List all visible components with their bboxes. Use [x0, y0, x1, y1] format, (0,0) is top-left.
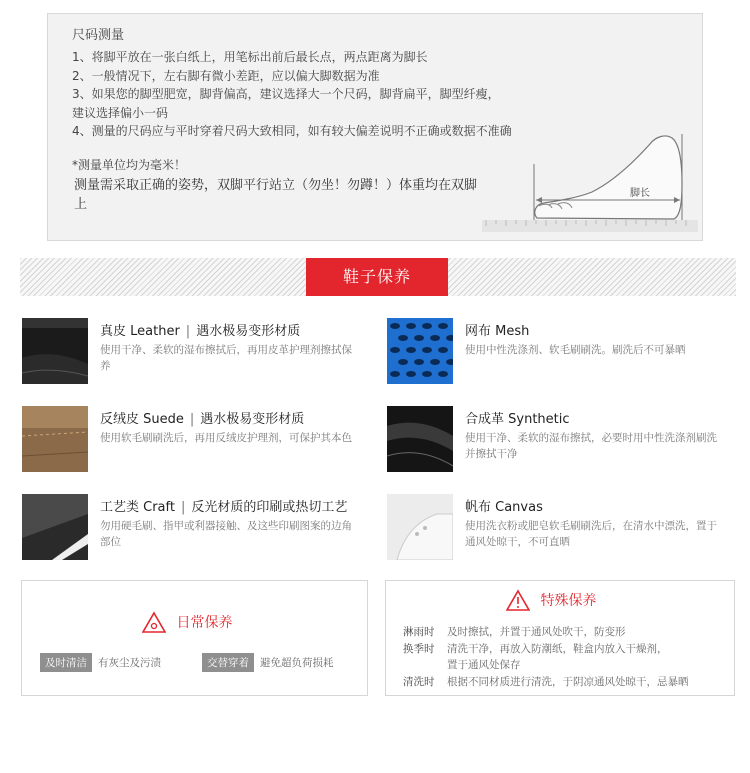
special-row: 淋雨时 及时擦拭，并置于通风处吹干，防变形 — [403, 626, 626, 638]
special-row: 换季时 清洗干净，再放入防潮纸，鞋盒内放入干燥剂， — [403, 643, 668, 655]
material-name: 反绒皮 Suede | 遇水极易变形材质 — [100, 412, 305, 427]
craft-image — [22, 494, 88, 560]
daily-item: 及时清洁 有灰尘及污渍 — [40, 651, 161, 672]
synthetic-image — [387, 406, 453, 472]
material-desc: 勿用硬毛刷、指甲或利器接触、及这些印刷图案的边角部位 — [100, 520, 352, 548]
material-desc: 使用干净、柔软的湿布擦拭，必要时用中性洗涤剂刷洗并擦拭干净 — [465, 432, 717, 460]
material-desc: 使用洗衣粉或肥皂软毛刷刷洗后，在清水中漂洗，置于通风处晾干，不可直晒 — [465, 520, 717, 548]
material-item-suede — [22, 406, 362, 476]
mesh-image — [387, 318, 453, 384]
leather-image — [22, 318, 88, 384]
material-item-synthetic — [387, 406, 727, 476]
material-name: 网布 Mesh — [465, 324, 530, 339]
material-item-craft — [22, 494, 362, 564]
measurement-title: 尺码测量 — [72, 28, 125, 43]
special-row: 清洗时 根据不同材质进行清洗，于阴凉通风处晾干，忌暴晒 — [403, 676, 689, 688]
material-name: 真皮 Leather | 遇水极易变形材质 — [100, 324, 301, 339]
daily-care-header: 日常保养 — [142, 611, 232, 633]
warning-icon — [142, 611, 166, 633]
special-row: 置于通风处保存 — [447, 659, 521, 671]
instruction-line: 2、一般情况下，左右脚有微小差距，应以偏大脚数据为准 — [72, 68, 380, 83]
daily-tag: 交替穿着 — [202, 653, 254, 672]
material-item-leather — [22, 318, 362, 388]
daily-tag: 及时清洁 — [40, 653, 92, 672]
instruction-line: 建议选择偏小一码 — [72, 105, 169, 120]
instruction-line: 1、将脚平放在一张白纸上，用笔标出前后最长点，两点距离为脚长 — [72, 50, 428, 64]
daily-item: 交替穿着 避免超负荷损耗 — [202, 651, 334, 672]
material-desc: 使用中性洗涤剂、软毛刷刷洗。刷洗后不可暴晒 — [465, 344, 686, 356]
material-desc: 使用干净、柔软的湿布擦拭后，再用皮革护理剂擦拭保养 — [100, 344, 352, 372]
instruction-line: 3、如果您的脚型肥宽，脚背偏高，建议选择大一个尺码，脚背扁平，脚型纤瘦， — [72, 87, 500, 101]
canvas-image — [387, 494, 453, 560]
instruction-line: 4、测量的尺码应与平时穿着尺码大致相同，如有较大偏差说明不正确或数据不准确 — [72, 124, 512, 138]
special-care-box — [385, 580, 735, 696]
material-item-canvas — [387, 494, 727, 564]
posture-note: 测量需采取正确的姿势，双脚平行站立（勿坐！勿蹲！）体重均在双脚上 — [74, 178, 478, 212]
material-name: 帆布 Canvas — [465, 500, 543, 515]
material-name: 工艺类 Craft | 反光材质的印刷或热切工艺 — [100, 500, 348, 515]
unit-note: *测量单位均为毫米！ — [72, 158, 187, 172]
material-item-mesh — [387, 318, 727, 388]
shoe-care-banner — [20, 258, 736, 296]
size-measurement-panel — [47, 13, 703, 241]
banner-title: 鞋子保养 — [306, 258, 448, 296]
special-care-header: 特殊保养 — [506, 589, 596, 611]
foot-length-label: 脚长 — [630, 188, 650, 199]
daily-care-box — [21, 580, 368, 696]
foot-diagram — [482, 124, 698, 234]
material-name: 合成革 Synthetic — [465, 412, 570, 427]
material-desc: 使用软毛刷刷洗后，再用反绒皮护理剂，可保护其本色 — [100, 432, 352, 444]
warning-icon — [506, 589, 530, 611]
suede-image — [22, 406, 88, 472]
